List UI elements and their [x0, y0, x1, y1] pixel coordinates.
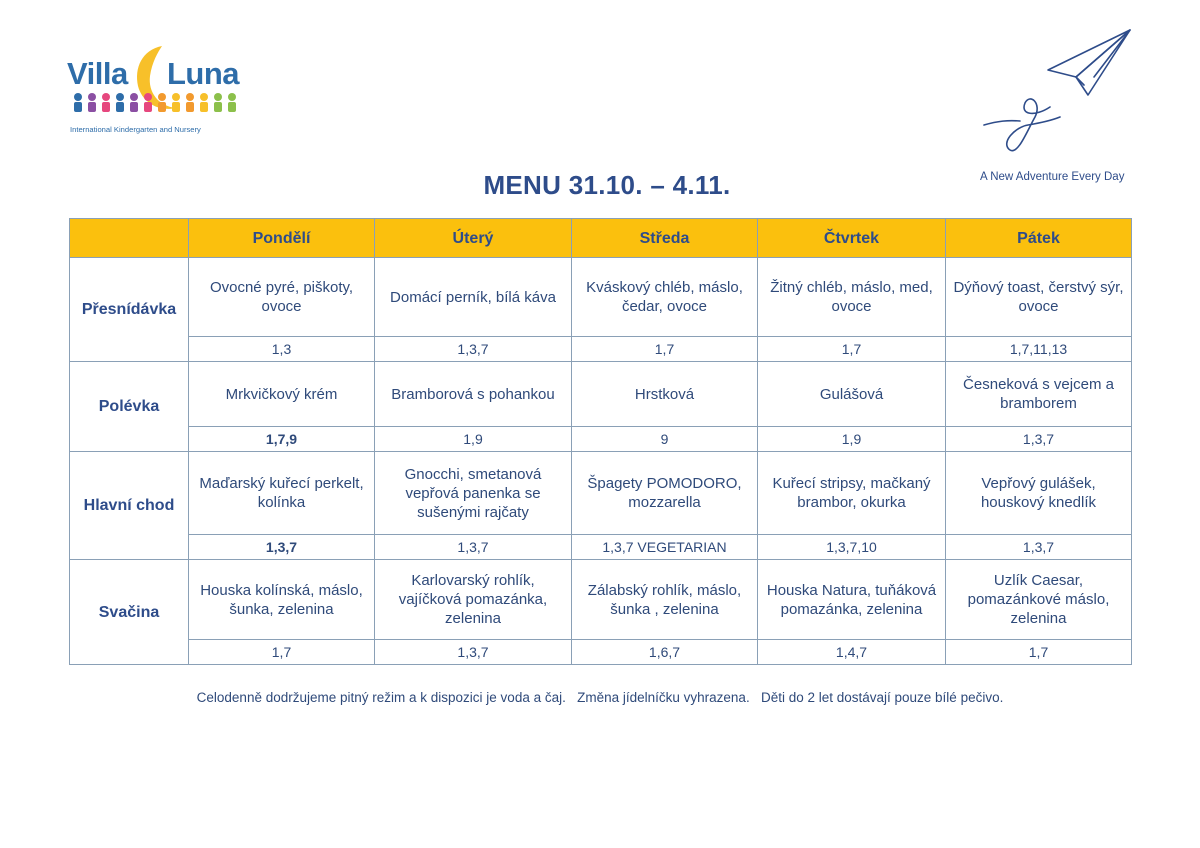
- dish-cell: Žitný chléb, máslo, med, ovoce: [758, 258, 946, 337]
- day-header: Středa: [572, 219, 758, 258]
- paper-plane-icon: [980, 25, 1140, 160]
- meal-row: [70, 560, 1132, 640]
- dish-cell: Uzlík Caesar, pomazánkové máslo, zelenina: [946, 560, 1132, 640]
- header-empty-cell: [70, 219, 189, 258]
- allergen-cell: 1,7,9: [189, 427, 375, 452]
- allergen-row: [70, 427, 1132, 452]
- dish-cell: Gulášová: [758, 362, 946, 427]
- allergen-cell: 1,3: [189, 337, 375, 362]
- dish-cell: Vepřový gulášek, houskový knedlík: [946, 452, 1132, 535]
- dish-cell: Dýňový toast, čerstvý sýr, ovoce: [946, 258, 1132, 337]
- allergen-cell: 1,3,7 VEGETARIAN: [572, 535, 758, 560]
- allergen-cell: 1,3,7,10: [758, 535, 946, 560]
- dish-cell: Domácí perník, bílá káva: [375, 258, 572, 337]
- logo-word-luna: Luna: [167, 56, 240, 91]
- dish-cell: Česneková s vejcem a bramborem: [946, 362, 1132, 427]
- meal-label: Polévka: [70, 362, 189, 452]
- dish-cell: Houska kolínská, máslo, šunka, zelenina: [189, 560, 375, 640]
- dish-cell: Zálabský rohlík, máslo, šunka , zelenina: [572, 560, 758, 640]
- meal-label: Svačina: [70, 560, 189, 665]
- day-header: Pátek: [946, 219, 1132, 258]
- logo: [64, 44, 254, 144]
- allergen-cell: 1,9: [375, 427, 572, 452]
- dish-cell: Gnocchi, smetanová vepřová panenka se sušenými rajčaty: [375, 452, 572, 535]
- allergen-cell: 1,3,7: [946, 535, 1132, 560]
- dish-cell: Karlovarský rohlík, vajíčková pomazánka, zelenina: [375, 560, 572, 640]
- allergen-cell: 1,3,7: [946, 427, 1132, 452]
- allergen-row: [70, 535, 1132, 560]
- logo-word-villa: Villa: [67, 56, 128, 91]
- allergen-cell: 9: [572, 427, 758, 452]
- header-row: [70, 219, 1132, 258]
- allergen-cell: 1,4,7: [758, 640, 946, 665]
- dish-cell: Bramborová s pohankou: [375, 362, 572, 427]
- allergen-cell: 1,7,11,13: [946, 337, 1132, 362]
- page-title: MENU 31.10. – 4.11.: [483, 170, 731, 200]
- meal-label: Hlavní chod: [70, 452, 189, 560]
- dish-cell: Ovocné pyré, piškoty, ovoce: [189, 258, 375, 337]
- meal-label: Přesnídávka: [70, 258, 189, 362]
- tagline: A New Adventure Every Day: [980, 171, 1125, 183]
- allergen-cell: 1,7: [946, 640, 1132, 665]
- allergen-cell: 1,3,7: [189, 535, 375, 560]
- dish-cell: Špagety POMODORO, mozzarella: [572, 452, 758, 535]
- allergen-cell: 1,3,7: [375, 640, 572, 665]
- allergen-cell: 1,7: [572, 337, 758, 362]
- dish-cell: Mrkvičkový krém: [189, 362, 375, 427]
- allergen-cell: 1,3,7: [375, 337, 572, 362]
- dish-cell: Kuřecí stripsy, mačkaný brambor, okurka: [758, 452, 946, 535]
- dish-cell: Houska Natura, tuňáková pomazánka, zelenina: [758, 560, 946, 640]
- dish-cell: Maďarský kuřecí perkelt, kolínka: [189, 452, 375, 535]
- footer-note: Celodenně dodržujeme pitný režim a k dispozici je voda a čaj. Změna jídelníčku vyhrazena. Děti do 2 let dostávají pouze bílé pečivo.: [196, 690, 1004, 705]
- meal-row: [70, 452, 1132, 535]
- dish-cell: Kváskový chléb, máslo, čedar, ovoce: [572, 258, 758, 337]
- allergen-cell: 1,9: [758, 427, 946, 452]
- day-header: Úterý: [375, 219, 572, 258]
- children-figures-icon: [72, 92, 242, 118]
- dish-cell: Hrstková: [572, 362, 758, 427]
- day-header: Pondělí: [189, 219, 375, 258]
- logo-subtitle: International Kindergarten and Nursery: [70, 125, 201, 134]
- allergen-cell: 1,6,7: [572, 640, 758, 665]
- allergen-cell: 1,3,7: [375, 535, 572, 560]
- allergen-cell: 1,7: [189, 640, 375, 665]
- allergen-cell: 1,7: [758, 337, 946, 362]
- allergen-row: [70, 640, 1132, 665]
- meal-row: [70, 258, 1132, 337]
- allergen-row: [70, 337, 1132, 362]
- menu-table: [69, 218, 1132, 665]
- meal-row: [70, 362, 1132, 427]
- day-header: Čtvrtek: [758, 219, 946, 258]
